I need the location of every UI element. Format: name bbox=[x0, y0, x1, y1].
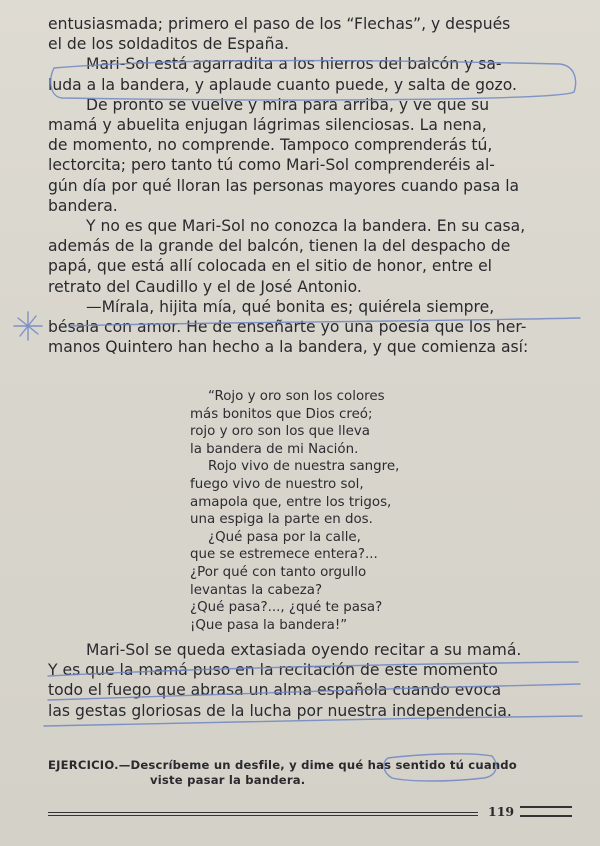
poem-line: amapola que, entre los trigos, bbox=[190, 494, 392, 510]
poem-line: ¡Que pasa la bandera!” bbox=[190, 617, 348, 633]
poem-line: una espiga la parte en dos. bbox=[190, 512, 373, 528]
paragraph-continued bbox=[48, 317, 578, 357]
poem bbox=[190, 388, 450, 634]
footer-rule-right bbox=[520, 815, 572, 817]
exercise-prompt-continued: viste pasar la bandera. bbox=[150, 773, 306, 787]
poem-line: rojo y oro son los que lleva bbox=[190, 424, 370, 440]
text-line: manos Quintero han hecho a la bandera, y que comienza así: bbox=[48, 338, 529, 357]
text-line: además de la grande del balcón, tienen la del despacho de bbox=[48, 237, 511, 256]
paragraph bbox=[48, 297, 578, 317]
exercise-label: EJERCICIO. bbox=[48, 758, 119, 772]
text-line: papá, que está allí colocada en el sitio de honor, entre el bbox=[48, 257, 493, 276]
paragraph bbox=[48, 95, 578, 115]
text-line: todo el fuego que abrasa un alma española cuando evoca bbox=[48, 681, 502, 700]
pen-underline-stroke bbox=[14, 312, 42, 340]
page-number: 119 bbox=[488, 804, 515, 819]
text-line: luda a la bandera, y aplaude cuanto puede, y salta de gozo. bbox=[48, 75, 517, 94]
text-line: entusiasmada; primero el paso de los “Flechas”, y después bbox=[48, 15, 511, 33]
text-line: mamá y abuelita enjugan lágrimas silenciosas. La nena, bbox=[48, 116, 487, 135]
text-line: bandera. bbox=[48, 196, 118, 215]
text-line: de momento, no comprende. Tampoco comprenderás tú, bbox=[48, 136, 493, 155]
poem-line: fuego vivo de nuestro sol, bbox=[190, 476, 364, 492]
poem-line: la bandera de mi Nación. bbox=[190, 441, 359, 457]
text-line: bésala con amor. He de enseñarte yo una poesía que los her- bbox=[48, 318, 527, 337]
text-line: Mari-Sol se queda extasiada oyendo recitar a su mamá. bbox=[86, 641, 522, 659]
exercise-prompt: —Descríbeme un desfile, y dime qué has sentido tú cuando bbox=[118, 758, 517, 772]
text-line: retrato del Caudillo y el de José Antonio. bbox=[48, 277, 362, 296]
text-line: el de los soldaditos de España. bbox=[48, 35, 289, 54]
text-line: —Mírala, hijita mía, qué bonita es; quiérela siempre, bbox=[86, 297, 495, 316]
poem-line: Rojo vivo de nuestra sangre, bbox=[208, 459, 400, 475]
exercise bbox=[48, 758, 578, 788]
text-line: Y no es que Mari-Sol no conozca la bandera. En su casa, bbox=[86, 217, 526, 236]
paragraph bbox=[48, 54, 578, 74]
footer-rule bbox=[48, 812, 478, 816]
paragraph bbox=[48, 14, 578, 54]
text-line: Y es que la mamá puso en la recitación de este momento bbox=[48, 661, 498, 680]
poem-line: ¿Qué pasa por la calle, bbox=[208, 529, 361, 545]
text-line: las gestas gloriosas de la lucha por nuestra independencia. bbox=[48, 701, 512, 720]
paragraph-continued bbox=[48, 236, 578, 297]
poem-line: “Rojo y oro son los colores bbox=[208, 389, 385, 404]
poem-line: que se estremece entera?... bbox=[190, 547, 378, 563]
paragraph bbox=[48, 216, 578, 236]
poem-line: ¿Qué pasa?..., ¿qué te pasa? bbox=[190, 600, 383, 616]
poem-line: ¿Por qué con tanto orgullo bbox=[190, 564, 367, 580]
text-line: lectorcita; pero tanto tú como Mari-Sol comprenderéis al- bbox=[48, 156, 495, 175]
paragraph-continued bbox=[48, 75, 578, 95]
poem-line: más bonitos que Dios creó; bbox=[190, 406, 373, 422]
footer-rule-right bbox=[520, 806, 572, 808]
closing-paragraph bbox=[48, 640, 578, 721]
text-line: De pronto se vuelve y mira para arriba, y ve que su bbox=[86, 95, 490, 114]
paragraph-continued bbox=[48, 115, 578, 216]
body-text bbox=[48, 14, 578, 357]
poem-line: levantas la cabeza? bbox=[190, 582, 323, 598]
text-line: Mari-Sol está agarradita a los hierros del balcón y sa- bbox=[86, 55, 502, 74]
text-line: gún día por qué lloran las personas mayores cuando pasa la bbox=[48, 176, 520, 195]
